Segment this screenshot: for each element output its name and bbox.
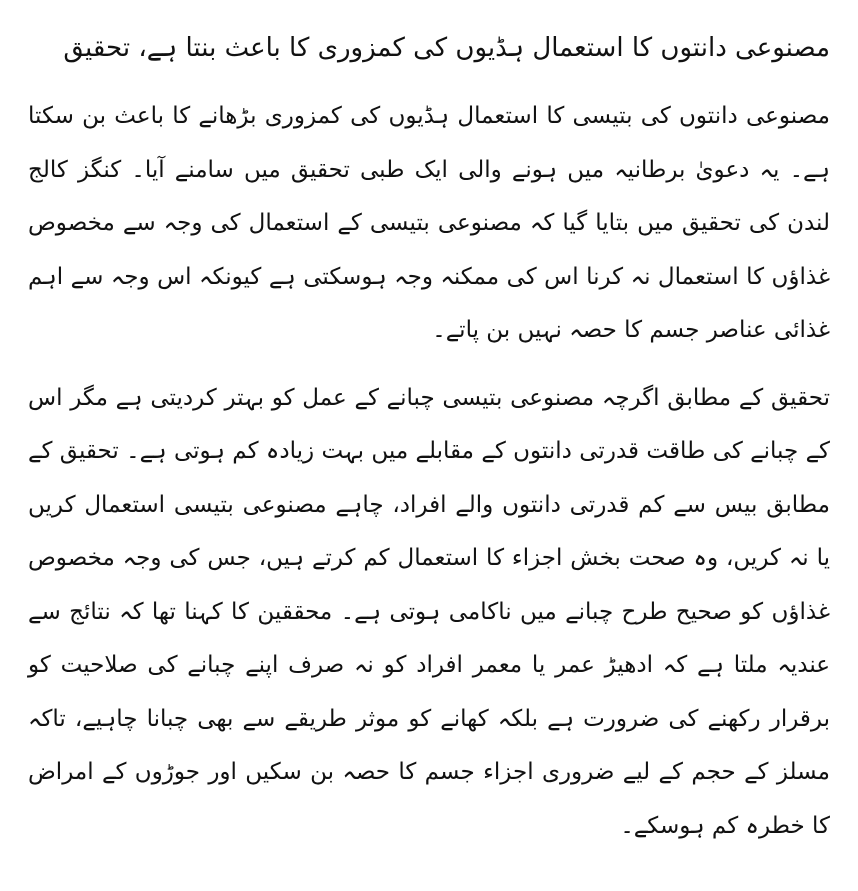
article-paragraph-1: مصنوعی دانتوں کی بتیسی کا استعمال ہڈیوں کی کمزوری بڑھانے کا باعث بن سکتا ہے۔ یہ دعویٰ برطانیہ میں ہونے والی ایک طبی تحقیق میں سامنے آیا۔ کنگز کالج لندن کی تحقیق میں بتایا گیا کہ مصنوعی بتیسی کے استعمال کی وجہ سے مخصوص غذاؤں کا استعمال نہ کرنا اس کی ممکنہ وجہ ہوسکتی ہے کیونکہ اس وجہ سے اہم غذائی عناصر جسم کا حصہ نہیں بن پاتے۔: [28, 103, 830, 343]
article-paragraph-2: تحقیق کے مطابق اگرچہ مصنوعی بتیسی چبانے کے عمل کو بہتر کردیتی ہے مگر اس کے چبانے کی طاقت قدرتی دانتوں کے مقابلے میں بہت زیادہ کم ہوتی ہے۔ تحقیق کے مطابق بیس سے کم قدرتی دانتوں والے افراد، چاہے مصنوعی بتیسی استعمال کریں یا نہ کریں، وہ صحت بخش اجزاء کا استعمال کم کرتے ہیں، جس کی وجہ مخصوص غذاؤں کو صحیح طرح چبانے میں ناکامی ہوتی ہے۔ محققین کا کہنا تھا کہ نتائج سے عندیہ ملتا ہے کہ ادھیڑ عمر یا معمر افراد کو نہ صرف اپنے چبانے کی صلاحیت کو برقرار رکھنے کی ضرورت ہے بلکہ کھانے کو موثر طریقے سے بھی چبانا چاہیے، تاکہ مسلز کے حجم کے لیے ضروری اجزاء جسم کا حصہ بن سکیں اور جوڑوں کے امراض کا خطرہ کم ہوسکے۔: [28, 384, 830, 839]
article-headline: مصنوعی دانتوں کا استعمال ہڈیوں کی کمزوری کا باعث بنتا ہے، تحقیق: [63, 33, 830, 63]
article: [28, 22, 830, 867]
